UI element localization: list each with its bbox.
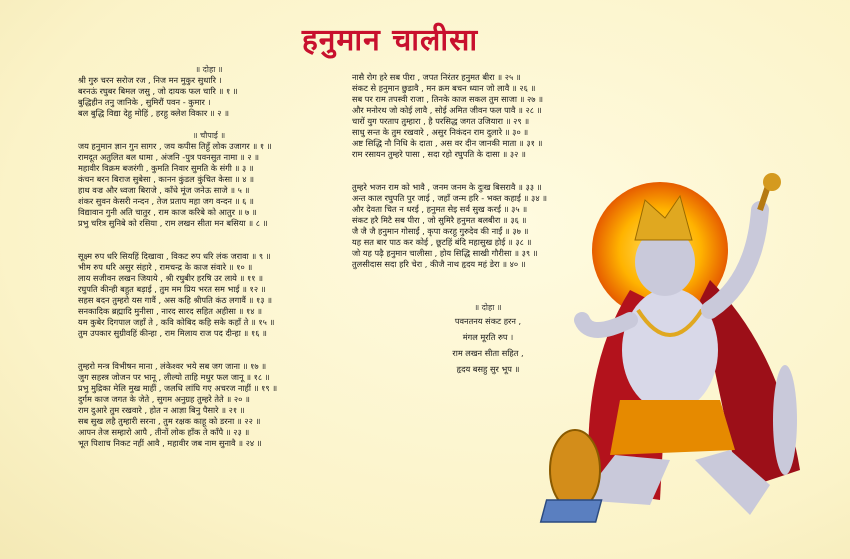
chaupai-heading: ॥ चौपाई ॥ bbox=[192, 131, 226, 140]
verse-line: सनकादिक ब्रह्मादि मुनीसा , नारद सारद सहित अहीसा ॥ १४ ॥ bbox=[78, 306, 262, 316]
verse-line: हृदय बसहु सुर भूप ॥ bbox=[456, 364, 520, 374]
verse-line: शंकर सुवन केसरी नन्दन , तेज प्रताप महा जग वन्दन ॥ ६ ॥ bbox=[78, 196, 254, 206]
verse-line: यह सत बार पाठ कर कोई , छूटहिं बंदि महासुख होई ॥ ३८ ॥ bbox=[352, 237, 532, 247]
left-column bbox=[78, 64, 340, 449]
verse-line: अन्त काल रघुपति पुर जाई , जहाँ जन्म हरि - भक्त कहाई ॥ ३४ ॥ bbox=[352, 193, 548, 203]
verse-line: सूक्ष्म रुप धरि सियहिं दिखावा , विकट रुप धरि लंक जरावा ॥ ९ ॥ bbox=[78, 251, 271, 261]
verse-line: अष्ट सिद्धि नौ निधि के दाता , अस वर दीन जानकी माता ॥ ३१ ॥ bbox=[352, 138, 543, 148]
verse-line: तुलसीदास सदा हरि चेरा , कीजै नाथ हृदय महं डेरा ॥ ४० ॥ bbox=[352, 259, 526, 269]
verse-line: जय हनुमान ज्ञान गुन सागर , जय कपीस तिहुँ लोक उजागर ॥ १ ॥ bbox=[78, 141, 272, 151]
verse-line: महावीर विक्रम बजरंगी , कुमति निवार सुमति के संगी ॥ ३ ॥ bbox=[78, 163, 254, 173]
verse-line: चारों युग परताप तुम्हारा , है परसिद्ध जगत उजियारा ॥ २९ ॥ bbox=[352, 116, 530, 126]
verse-line: तुम्हरो मन्त्र विभीषन माना , लंकेश्वर भये सब जग जाना ॥ १७ ॥ bbox=[78, 361, 267, 371]
verse-line: संकट हरै मिटै सब पीरा , जो सुमिरै हनुमत बलबीरा ॥ ३६ ॥ bbox=[352, 215, 527, 225]
verse-line: सब सुख लहै तुम्हारी सरना , तुम रक्षक काहू को डरना ॥ २२ ॥ bbox=[78, 416, 261, 426]
verse-line: भीम रुप धरि असुर संहारे , रामचन्द्र के काज संवारे ॥ १० ॥ bbox=[78, 262, 253, 272]
verse-line: रामदूत अतुलित बल धामा , अंजनि -पुत्र पवनसुत नामा ॥ २ ॥ bbox=[78, 152, 260, 162]
hanuman-illustration bbox=[520, 170, 840, 555]
verse-line: सब पर राम तपस्वी राजा , तिनके काज सकल तुम साजा ॥ २७ ॥ bbox=[352, 94, 544, 104]
verse-line: प्रभु मुद्रिका मेलि मुख माहीं , जलधि लांघि गए अचरज नाहीं ॥ १९ ॥ bbox=[78, 383, 278, 393]
gada-icon bbox=[550, 430, 600, 510]
verse-line: लाय सजीवन लखन जियाये , श्री रघुबीर हरषि उर लाये ॥ ११ ॥ bbox=[78, 273, 264, 283]
verse-line: तुम उपकार सुग्रीवहिं कीन्हा , राम मिलाय राज पद दीन्हा ॥ १६ ॥ bbox=[78, 328, 267, 338]
verse-line: नासै रोग हरे सब पीरा , जपत निरंतर हनुमत बीरा ॥ २५ ॥ bbox=[352, 72, 521, 82]
verse-line: राम दुआरे तुम रखवारे , होत न आज्ञा बिनु पैसारे ॥ २१ ॥ bbox=[78, 405, 245, 415]
verse-line: प्रभु चरित्र सुनिबे को रसिया , राम लखन सीता मन बसिया ॥ ८ ॥ bbox=[78, 218, 268, 228]
verse-line: सहस बदन तुम्हरो यस गावैं , अस कहि श्रीपति कंठ लगावैं ॥ १३ ॥ bbox=[78, 295, 273, 305]
verse-line: भूत पिशाच निकट नहीं आवै , महावीर जब नाम सुनावै ॥ २४ ॥ bbox=[78, 438, 262, 448]
verse-line: और मनोरथ जो कोई लावै , सोई अमित जीवन फल पावै ॥ २८ ॥ bbox=[352, 105, 542, 115]
verse-line: पवनतनय संकट हरन , bbox=[454, 316, 522, 326]
verse-line: बरनऊं रघुबर बिमल जसु , जो दायक फल चारि ॥ १ ॥ bbox=[78, 86, 238, 96]
mace-head bbox=[763, 173, 781, 191]
verse-line: कंचन बरन बिराज सुबेसा , कानन कुंडल कुंचित केसा ॥ ४ ॥ bbox=[78, 174, 255, 184]
left-arm bbox=[582, 320, 630, 330]
verse-line: जो यह पढ़ै हनुमान चालीसा , होय सिद्धि साखी गौरीसा ॥ ३९ ॥ bbox=[352, 248, 538, 258]
verse-line: और देवता चित न धरई , हनुमत सेइ सर्व सुख करई ॥ ३५ ॥ bbox=[352, 204, 528, 214]
verse-line: श्री गुरु चरन सरोज रज , निज मन मुकुर सुधारि । bbox=[78, 75, 222, 85]
verse-line: रघुपति कीन्ही बहुत बड़ाई , तुम मम प्रिय भरत सम भाई ॥ १२ ॥ bbox=[78, 284, 266, 294]
verse-line: आपन तेज सम्हारो आपै , तीनों लोक हाँक ते काँपै ॥ २३ ॥ bbox=[78, 427, 250, 437]
verse-line: साधु सन्त के तुम रखवारे , असुर निकंदन राम दुलारे ॥ ३० ॥ bbox=[352, 127, 529, 137]
book-icon bbox=[541, 500, 602, 522]
verse-line: मंगल मूरति रुप । bbox=[462, 332, 514, 342]
verse-line: राम लखन सीता सहित , bbox=[452, 348, 524, 358]
dhoti bbox=[610, 400, 735, 455]
verse-line: बल बुद्धि विद्या देहु मोहिं , हरहु क्लेश विकार ॥ २ ॥ bbox=[78, 108, 230, 118]
verse-line: राम रसायन तुम्हरे पासा , सदा रहो रघुपति के दासा ॥ ३२ ॥ bbox=[352, 149, 526, 159]
tail bbox=[773, 365, 797, 475]
verse-line: संकट से हनुमान छुडावै , मन क्रम बचन ध्यान जो लावै ॥ २६ ॥ bbox=[352, 83, 536, 93]
verse-line: बुद्धिहीन तनु जानिके , सुमिरौं पवन - कुमार । bbox=[78, 97, 211, 107]
closing-doha-heading: ॥ दोहा ॥ bbox=[474, 303, 502, 312]
verse-line: जुग सहस्त्र जोजन पर भानू , लील्यो ताहि मधुर फल जानू ॥ १८ ॥ bbox=[78, 372, 270, 382]
verse-line: हाथ वज्र और ध्वजा बिराजे , काँधे मूंज जनेऊ साजे ॥ ५ ॥ bbox=[78, 185, 250, 195]
verse-line: तुम्हरे भजन राम को भावै , जनम जनम के दुःख बिसरावै ॥ ३३ ॥ bbox=[352, 182, 542, 192]
verse-line: विद्यावान गुनी अति चातुर , राम काज करिबे को आतुर ॥ ७ ॥ bbox=[78, 207, 257, 217]
verse-line: दुर्गम काज जगत के जेते , सुगम अनुग्रह तुम्हरे तेते ॥ २० ॥ bbox=[78, 394, 250, 404]
verse-line: जै जै जै हनुमान गोसाईं , कृपा करहु गुरुदेव की नाईं ॥ ३७ ॥ bbox=[352, 226, 529, 236]
page-title: हनुमान चालीसा bbox=[301, 23, 479, 58]
doha-heading: ॥ दोहा ॥ bbox=[195, 65, 223, 74]
verse-line: यम कुबेर दिगपाल जहाँ ते , कवि कोबिद कहि सके कहाँ ते ॥ १५ ॥ bbox=[78, 317, 275, 327]
